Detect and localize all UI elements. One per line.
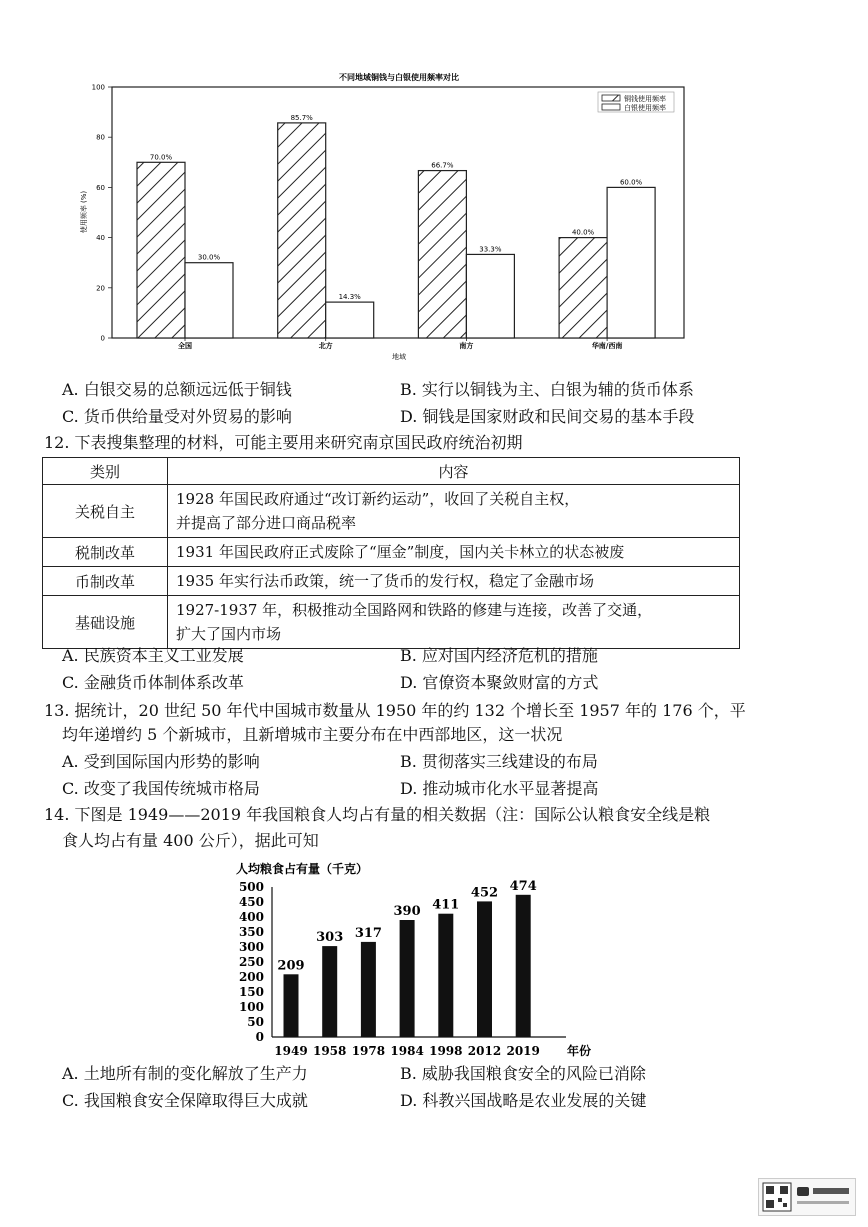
q11-option-a[interactable]: A. 白银交易的总额远远低于铜钱 xyxy=(62,380,292,399)
content-line: 1928 年国民政府通过“改订新约运动”，收回了关税自主权， xyxy=(176,490,580,508)
q13-option-d[interactable]: D. 推动城市化水平显著提高 xyxy=(400,779,599,798)
q13-option-a[interactable]: A. 受到国际国内形势的影响 xyxy=(62,752,260,771)
bar-grain xyxy=(516,895,531,1037)
table-cell-content xyxy=(168,485,740,538)
legend-copper-label: 铜钱使用频率 xyxy=(624,95,666,103)
table-cell-category: 基础设施 xyxy=(43,596,168,649)
table-header-content: 内容 xyxy=(168,458,740,485)
table-row xyxy=(43,538,740,567)
chart2-y-tick-label: 0 xyxy=(255,1030,264,1044)
q13-stem-line2: 均年递增约 5 个新城市，且新增城市主要分布在中西部地区，这一状况 xyxy=(62,725,563,744)
bar-value-label: 33.3% xyxy=(479,245,502,254)
legend-silver-swatch xyxy=(602,104,620,110)
bar-value-label: 411 xyxy=(432,897,460,913)
chart1-x-axis xyxy=(178,338,622,350)
chart1-y-tick-label: 20 xyxy=(96,284,105,293)
legend-silver-label: 白银使用频率 xyxy=(624,104,666,112)
chart2-x-tick-label: 1998 xyxy=(429,1044,463,1058)
bar-grain xyxy=(284,974,299,1037)
chart2-y-tick-label: 50 xyxy=(247,1015,264,1029)
table-cell-content xyxy=(168,538,740,567)
chart2-y-tick-label: 450 xyxy=(238,895,264,909)
bar-value-label: 452 xyxy=(470,885,499,901)
chart2-y-tick-label: 300 xyxy=(238,940,264,954)
bar-value-label: 40.0% xyxy=(571,228,595,237)
chart1-x-label: 地域 xyxy=(392,353,406,361)
bar-value-label: 60.0% xyxy=(619,178,643,187)
bar-grain xyxy=(477,901,492,1037)
q12-option-c[interactable]: C. 金融货币体制体系改革 xyxy=(62,673,244,692)
content-line: 1935 年实行法币政策，统一了货币的发行权，稳定了金融市场 xyxy=(176,572,594,590)
chart1-y-tick-label: 60 xyxy=(96,183,105,192)
bar-value-label: 14.3% xyxy=(338,293,361,302)
q11-option-b[interactable]: B. 实行以铜钱为主、白银为辅的货币体系 xyxy=(400,380,694,399)
chart2-y-tick-label: 100 xyxy=(238,1000,264,1014)
bar-value-label: 70.0% xyxy=(149,153,173,162)
chart1-x-tick-label: 南方 xyxy=(459,342,474,350)
bar-silver xyxy=(466,254,514,338)
chart2-x-tick-label: 1984 xyxy=(390,1044,424,1058)
bar-grain xyxy=(322,946,337,1037)
table-row xyxy=(43,596,740,649)
bar-value-label: 66.7% xyxy=(431,161,454,170)
legend-copper-swatch xyxy=(602,95,620,101)
q13-option-c[interactable]: C. 改变了我国传统城市格局 xyxy=(62,779,260,798)
q11-option-d[interactable]: D. 铜钱是国家财政和民间交易的基本手段 xyxy=(400,407,695,426)
bar-value-label: 390 xyxy=(393,904,421,919)
table-cell-content xyxy=(168,596,740,649)
content-line: 扩大了国内市场 xyxy=(176,625,282,643)
content-line: 并提高了部分进口商品税率 xyxy=(176,514,357,532)
bar-value-label: 209 xyxy=(277,958,305,974)
bar-silver xyxy=(326,302,374,338)
chart2-y-tick-label: 350 xyxy=(238,925,264,939)
chart2-y-label: 人均粮食占有量（千克） xyxy=(236,862,369,876)
q13-stem-line1: 13. 据统计，20 世纪 50 年代中国城市数量从 1950 年的约 132 个增长至 1957 年的 176 个，平 xyxy=(44,701,746,720)
q13-option-b[interactable]: B. 贯彻落实三线建设的布局 xyxy=(400,752,598,771)
q14-stem-line2: 食人均占有量 400 公斤），据此可知 xyxy=(62,831,319,850)
chart2-y-axis xyxy=(239,880,264,1044)
chart2-y-tick-label: 150 xyxy=(238,985,264,999)
bar-silver xyxy=(607,187,655,338)
bar-value-label: 474 xyxy=(509,878,537,894)
chart1-y-tick-label: 40 xyxy=(96,234,105,243)
chart2-y-tick-label: 500 xyxy=(238,880,264,894)
chart1-x-tick-label: 北方 xyxy=(318,342,333,350)
table-cell-category: 币制改革 xyxy=(43,567,168,596)
chart1-x-tick-label: 华南/西南 xyxy=(591,342,623,350)
bar-value-label: 303 xyxy=(316,930,344,946)
chart1-y-tick-label: 0 xyxy=(100,334,105,343)
q14-option-c[interactable]: C. 我国粮食安全保障取得巨大成就 xyxy=(62,1091,308,1110)
qr-code-icon xyxy=(759,1179,855,1215)
chart1-y-label: 使用频率 (%) xyxy=(80,190,88,234)
chart2-x-tick-label: 1949 xyxy=(274,1044,308,1058)
bar-copper xyxy=(559,238,607,338)
chart2-x-tick-label: 2019 xyxy=(506,1044,540,1058)
q14-option-a[interactable]: A. 土地所有制的变化解放了生产力 xyxy=(62,1064,308,1083)
chart2-x-tick-label: 1978 xyxy=(351,1044,386,1058)
chart2-bars xyxy=(277,879,536,1037)
bar-value-label: 85.7% xyxy=(290,113,313,122)
chart2-x-tick-label: 1958 xyxy=(312,1044,347,1058)
chart-copper-silver xyxy=(0,0,868,380)
chart2-y-tick-label: 400 xyxy=(238,910,264,924)
bar-copper xyxy=(137,162,185,338)
chart1-y-tick-label: 80 xyxy=(96,133,105,142)
scanner-watermark xyxy=(758,1178,856,1216)
chart2-x-label: 年份 xyxy=(567,1044,592,1058)
bar-copper xyxy=(278,123,326,338)
bar-grain xyxy=(400,920,415,1037)
bar-grain xyxy=(438,914,453,1037)
chart2-y-tick-label: 200 xyxy=(238,970,264,984)
table-row xyxy=(43,485,740,538)
table-cell-category: 税制改革 xyxy=(43,538,168,567)
content-line: 1931 年国民政府正式废除了“厘金”制度，国内关卡林立的状态被废 xyxy=(176,543,625,561)
content-line: 1927-1937 年，积极推动全国路网和铁路的修建与连接，改善了交通， xyxy=(176,601,653,619)
chart-grain-per-capita xyxy=(0,855,868,1065)
table-header-category: 类别 xyxy=(43,458,168,485)
chart1-y-axis xyxy=(92,84,112,343)
bar-value-label: 317 xyxy=(354,925,382,941)
chart1-title: 不同地域铜钱与白银使用频率对比 xyxy=(339,73,459,82)
chart2-x-axis xyxy=(274,1044,540,1058)
q12-option-d[interactable]: D. 官僚资本聚敛财富的方式 xyxy=(400,673,599,692)
chart1-x-tick-label: 全国 xyxy=(178,342,192,350)
chart1-bars xyxy=(137,114,655,338)
q14-stem-line1: 14. 下图是 1949——2019 年我国粮食人均占有量的相关数据（注：国际公认粮食安全线是粮 xyxy=(44,805,711,824)
q12-option-a[interactable]: A. 民族资本主义工业发展 xyxy=(62,646,244,665)
table-cell-category: 关税自主 xyxy=(43,485,168,538)
bar-copper xyxy=(418,171,466,338)
q14-option-b[interactable]: B. 威胁我国粮食安全的风险已消除 xyxy=(400,1064,646,1083)
chart2-y-tick-label: 250 xyxy=(238,955,264,969)
table-row xyxy=(43,567,740,596)
q11-option-c[interactable]: C. 货币供给量受对外贸易的影响 xyxy=(62,407,292,426)
q12-stem: 12. 下表搜集整理的材料，可能主要用来研究南京国民政府统治初期 xyxy=(44,433,523,452)
table-cell-content xyxy=(168,567,740,596)
chart1-legend xyxy=(598,92,674,112)
chart1-y-tick-label: 100 xyxy=(91,83,105,92)
q12-option-b[interactable]: B. 应对国内经济危机的措施 xyxy=(400,646,598,665)
q12-table xyxy=(42,457,740,649)
bar-grain xyxy=(361,942,376,1037)
bar-silver xyxy=(185,263,233,338)
chart2-x-tick-label: 2012 xyxy=(467,1044,502,1058)
q14-option-d[interactable]: D. 科教兴国战略是农业发展的关键 xyxy=(400,1091,647,1110)
bar-value-label: 30.0% xyxy=(197,253,221,262)
